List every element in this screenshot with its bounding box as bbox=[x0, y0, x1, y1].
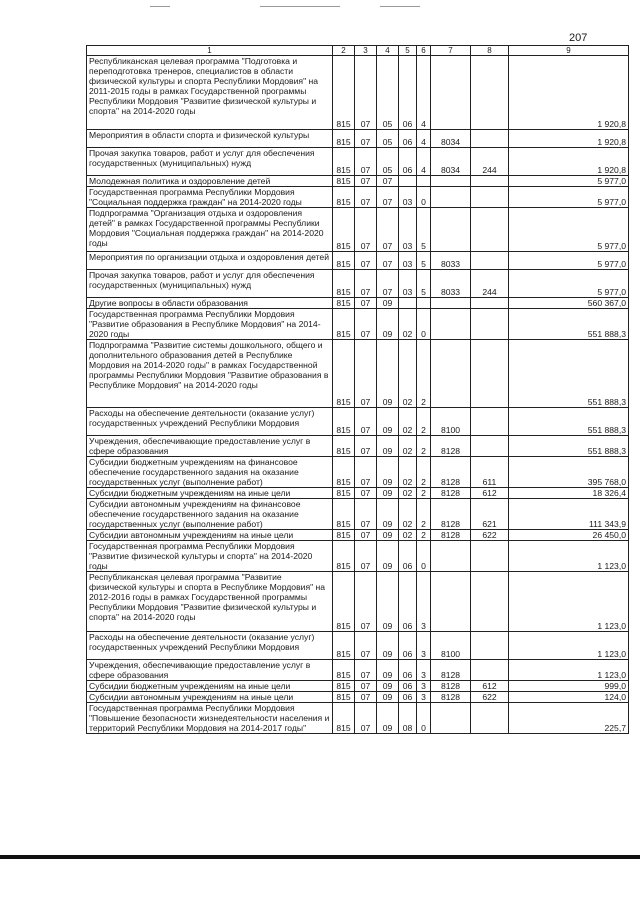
code-cell: 07 bbox=[377, 208, 399, 252]
code-cell bbox=[471, 187, 509, 208]
amount-cell: 111 343,9 bbox=[509, 499, 629, 530]
column-header: 2 bbox=[333, 46, 355, 56]
code-cell: 07 bbox=[377, 176, 399, 187]
code-cell: 09 bbox=[377, 660, 399, 681]
amount-cell: 999,0 bbox=[509, 681, 629, 692]
code-cell: 03 bbox=[399, 187, 417, 208]
code-cell: 02 bbox=[399, 340, 417, 408]
code-cell: 06 bbox=[399, 692, 417, 703]
expense-name: Мероприятия в области спорта и физической культуры bbox=[87, 130, 333, 148]
code-cell: 06 bbox=[399, 148, 417, 176]
code-cell bbox=[431, 572, 471, 632]
code-cell: 07 bbox=[377, 270, 399, 298]
code-cell bbox=[431, 309, 471, 340]
code-cell bbox=[471, 309, 509, 340]
code-cell bbox=[417, 176, 431, 187]
code-cell bbox=[431, 176, 471, 187]
code-cell bbox=[471, 541, 509, 572]
code-cell: 09 bbox=[377, 298, 399, 309]
code-cell: 07 bbox=[355, 309, 377, 340]
code-cell: 815 bbox=[333, 488, 355, 499]
code-cell: 0 bbox=[417, 309, 431, 340]
code-cell: 815 bbox=[333, 208, 355, 252]
code-cell bbox=[471, 660, 509, 681]
code-cell: 8128 bbox=[431, 499, 471, 530]
code-cell: 815 bbox=[333, 130, 355, 148]
amount-cell: 5 977,0 bbox=[509, 252, 629, 270]
code-cell: 07 bbox=[355, 499, 377, 530]
code-cell: 02 bbox=[399, 457, 417, 488]
expense-name: Субсидии бюджетным учреждениям на финансовое обеспечение государственного задания на оказание государственных услуг (выполнение работ) bbox=[87, 457, 333, 488]
scan-bottom-edge bbox=[0, 855, 640, 859]
code-cell: 07 bbox=[355, 148, 377, 176]
page-number: 207 bbox=[569, 32, 588, 44]
code-cell: 2 bbox=[417, 408, 431, 436]
code-cell: 8128 bbox=[431, 488, 471, 499]
amount-cell: 26 450,0 bbox=[509, 530, 629, 541]
code-cell: 07 bbox=[355, 56, 377, 130]
column-header: 7 bbox=[431, 46, 471, 56]
code-cell: 815 bbox=[333, 703, 355, 734]
code-cell: 07 bbox=[377, 187, 399, 208]
code-cell: 4 bbox=[417, 148, 431, 176]
code-cell: 815 bbox=[333, 148, 355, 176]
code-cell: 07 bbox=[355, 130, 377, 148]
code-cell: 815 bbox=[333, 457, 355, 488]
column-header: 6 bbox=[417, 46, 431, 56]
code-cell: 3 bbox=[417, 692, 431, 703]
code-cell bbox=[471, 176, 509, 187]
code-cell: 815 bbox=[333, 252, 355, 270]
code-cell: 09 bbox=[377, 541, 399, 572]
code-cell: 244 bbox=[471, 270, 509, 298]
column-header: 5 bbox=[399, 46, 417, 56]
code-cell bbox=[471, 340, 509, 408]
expense-name: Учреждения, обеспечивающие предоставление услуг в сфере образования bbox=[87, 436, 333, 457]
code-cell: 09 bbox=[377, 340, 399, 408]
code-cell: 815 bbox=[333, 436, 355, 457]
expense-name: Учреждения, обеспечивающие предоставление услуг в сфере образования bbox=[87, 660, 333, 681]
code-cell: 07 bbox=[355, 632, 377, 660]
code-cell: 07 bbox=[355, 252, 377, 270]
code-cell: 03 bbox=[399, 270, 417, 298]
amount-cell: 560 367,0 bbox=[509, 298, 629, 309]
table-row bbox=[87, 148, 629, 176]
code-cell: 02 bbox=[399, 530, 417, 541]
code-cell: 07 bbox=[355, 681, 377, 692]
code-cell: 8034 bbox=[431, 148, 471, 176]
code-cell: 3 bbox=[417, 660, 431, 681]
code-cell: 815 bbox=[333, 270, 355, 298]
expense-name: Подпрограмма "Развитие системы дошкольного, общего и дополнительного образования детей в Республике Мордовия на 2014-2020 годы" в рамках Государственной программы Республики Мордовия "Развитие образования в Республике Мордовия" на 2014-2020 годы bbox=[87, 340, 333, 408]
code-cell: 622 bbox=[471, 530, 509, 541]
column-header: 1 bbox=[87, 46, 333, 56]
expense-name: Государственная программа Республики Мордовия "Социальная поддержка граждан" на 2014-2020 годы bbox=[87, 187, 333, 208]
code-cell: 07 bbox=[355, 208, 377, 252]
code-cell: 8033 bbox=[431, 270, 471, 298]
code-cell: 815 bbox=[333, 692, 355, 703]
code-cell: 07 bbox=[355, 660, 377, 681]
code-cell: 07 bbox=[355, 703, 377, 734]
amount-cell: 124,0 bbox=[509, 692, 629, 703]
code-cell: 815 bbox=[333, 340, 355, 408]
code-cell: 8128 bbox=[431, 660, 471, 681]
code-cell: 815 bbox=[333, 530, 355, 541]
table-row bbox=[87, 488, 629, 499]
column-header: 8 bbox=[471, 46, 509, 56]
table-row bbox=[87, 298, 629, 309]
table-row bbox=[87, 499, 629, 530]
code-cell: 4 bbox=[417, 130, 431, 148]
table-row bbox=[87, 187, 629, 208]
code-cell: 815 bbox=[333, 408, 355, 436]
table-row bbox=[87, 703, 629, 734]
expense-name: Субсидии автономным учреждениям на иные цели bbox=[87, 530, 333, 541]
table-row bbox=[87, 309, 629, 340]
table-row bbox=[87, 408, 629, 436]
amount-cell: 1 920,8 bbox=[509, 148, 629, 176]
table-row bbox=[87, 541, 629, 572]
code-cell: 8033 bbox=[431, 252, 471, 270]
code-cell: 621 bbox=[471, 499, 509, 530]
amount-cell: 1 920,8 bbox=[509, 56, 629, 130]
code-cell: 06 bbox=[399, 681, 417, 692]
amount-cell: 395 768,0 bbox=[509, 457, 629, 488]
code-cell: 07 bbox=[355, 457, 377, 488]
code-cell: 8100 bbox=[431, 408, 471, 436]
code-cell: 07 bbox=[377, 252, 399, 270]
code-cell: 09 bbox=[377, 436, 399, 457]
expense-name: Другие вопросы в области образования bbox=[87, 298, 333, 309]
code-cell: 2 bbox=[417, 457, 431, 488]
amount-cell: 1 123,0 bbox=[509, 541, 629, 572]
expense-name: Расходы на обеспечение деятельности (оказание услуг) государственных учреждений Республики Мордовия bbox=[87, 408, 333, 436]
code-cell: 02 bbox=[399, 436, 417, 457]
table-row bbox=[87, 270, 629, 298]
amount-cell: 1 920,8 bbox=[509, 130, 629, 148]
code-cell: 06 bbox=[399, 572, 417, 632]
amount-cell: 1 123,0 bbox=[509, 572, 629, 632]
amount-cell: 551 888,3 bbox=[509, 309, 629, 340]
code-cell: 09 bbox=[377, 457, 399, 488]
code-cell: 05 bbox=[377, 56, 399, 130]
code-cell: 815 bbox=[333, 632, 355, 660]
code-cell: 06 bbox=[399, 660, 417, 681]
table-row bbox=[87, 176, 629, 187]
column-header: 3 bbox=[355, 46, 377, 56]
code-cell bbox=[471, 572, 509, 632]
code-cell: 02 bbox=[399, 408, 417, 436]
expense-name: Мероприятия по организации отдыха и оздоровления детей bbox=[87, 252, 333, 270]
code-cell: 612 bbox=[471, 488, 509, 499]
expense-name: Республиканская целевая программа "Развитие физической культуры и спорта в Республике Мордовия" на 2012-2016 годы в рамках Государственной программы Республики Мордовия "Развитие физической культуры и спорта" на 2014-2020 годы bbox=[87, 572, 333, 632]
code-cell bbox=[431, 340, 471, 408]
code-cell: 05 bbox=[377, 148, 399, 176]
code-cell: 8128 bbox=[431, 436, 471, 457]
code-cell: 09 bbox=[377, 703, 399, 734]
expense-name: Прочая закупка товаров, работ и услуг для обеспечения государственных (муниципальных) нужд bbox=[87, 148, 333, 176]
expense-name: Прочая закупка товаров, работ и услуг для обеспечения государственных (муниципальных) нужд bbox=[87, 270, 333, 298]
code-cell bbox=[471, 632, 509, 660]
code-cell: 09 bbox=[377, 572, 399, 632]
amount-cell: 551 888,3 bbox=[509, 408, 629, 436]
table-row bbox=[87, 457, 629, 488]
code-cell: 07 bbox=[355, 408, 377, 436]
code-cell: 07 bbox=[355, 176, 377, 187]
amount-cell: 551 888,3 bbox=[509, 436, 629, 457]
code-cell: 09 bbox=[377, 530, 399, 541]
code-cell: 815 bbox=[333, 660, 355, 681]
code-cell: 5 bbox=[417, 208, 431, 252]
code-cell: 815 bbox=[333, 572, 355, 632]
code-cell: 8128 bbox=[431, 681, 471, 692]
code-cell: 2 bbox=[417, 499, 431, 530]
code-cell: 0 bbox=[417, 187, 431, 208]
code-cell: 5 bbox=[417, 252, 431, 270]
column-number-row bbox=[87, 46, 629, 56]
code-cell: 09 bbox=[377, 499, 399, 530]
code-cell: 06 bbox=[399, 56, 417, 130]
code-cell: 8128 bbox=[431, 457, 471, 488]
code-cell: 8100 bbox=[431, 632, 471, 660]
code-cell bbox=[471, 298, 509, 309]
code-cell: 815 bbox=[333, 681, 355, 692]
code-cell: 07 bbox=[355, 270, 377, 298]
expense-name: Субсидии автономным учреждениям на иные цели bbox=[87, 692, 333, 703]
amount-cell: 551 888,3 bbox=[509, 340, 629, 408]
code-cell bbox=[471, 408, 509, 436]
code-cell: 02 bbox=[399, 309, 417, 340]
amount-cell: 5 977,0 bbox=[509, 176, 629, 187]
code-cell: 0 bbox=[417, 541, 431, 572]
code-cell: 07 bbox=[355, 530, 377, 541]
code-cell bbox=[471, 252, 509, 270]
scan-artifact bbox=[260, 6, 340, 7]
expense-name: Подпрограмма "Организация отдыха и оздоровления детей" в рамках Государственной программы Республики Мордовия "Социальная поддержка граждан" на 2014-2020 годы bbox=[87, 208, 333, 252]
code-cell: 3 bbox=[417, 572, 431, 632]
expense-name: Молодежная политика и оздоровление детей bbox=[87, 176, 333, 187]
code-cell: 09 bbox=[377, 309, 399, 340]
code-cell: 07 bbox=[355, 572, 377, 632]
amount-cell: 5 977,0 bbox=[509, 270, 629, 298]
code-cell: 07 bbox=[355, 541, 377, 572]
code-cell: 3 bbox=[417, 632, 431, 660]
code-cell: 02 bbox=[399, 488, 417, 499]
code-cell bbox=[471, 703, 509, 734]
code-cell bbox=[471, 436, 509, 457]
scan-artifact bbox=[150, 6, 170, 7]
table-row bbox=[87, 632, 629, 660]
code-cell: 2 bbox=[417, 436, 431, 457]
code-cell: 244 bbox=[471, 148, 509, 176]
table-row bbox=[87, 572, 629, 632]
code-cell: 815 bbox=[333, 298, 355, 309]
table-row bbox=[87, 681, 629, 692]
code-cell: 07 bbox=[355, 436, 377, 457]
code-cell bbox=[431, 703, 471, 734]
table-row bbox=[87, 208, 629, 252]
code-cell: 8034 bbox=[431, 130, 471, 148]
code-cell: 07 bbox=[355, 488, 377, 499]
code-cell: 2 bbox=[417, 488, 431, 499]
code-cell: 07 bbox=[355, 340, 377, 408]
code-cell: 815 bbox=[333, 499, 355, 530]
expense-name: Республиканская целевая программа "Подготовка и переподготовка тренеров, специалистов в области физической культуры и спорта Республики Мордовия" на 2011-2015 годы в рамках Государственной программы Республики Мордовия "Развитие физической культуры и спорта" на 2014-2020 годы bbox=[87, 56, 333, 130]
expense-name: Субсидии бюджетным учреждениям на иные цели bbox=[87, 681, 333, 692]
amount-cell: 5 977,0 bbox=[509, 187, 629, 208]
code-cell: 8128 bbox=[431, 530, 471, 541]
code-cell: 611 bbox=[471, 457, 509, 488]
amount-cell: 225,7 bbox=[509, 703, 629, 734]
code-cell: 2 bbox=[417, 340, 431, 408]
code-cell bbox=[431, 187, 471, 208]
code-cell: 05 bbox=[377, 130, 399, 148]
code-cell: 07 bbox=[355, 187, 377, 208]
code-cell bbox=[399, 176, 417, 187]
code-cell bbox=[431, 208, 471, 252]
expense-name: Государственная программа Республики Мордовия "Развитие образования в Республике Мордовия" на 2014-2020 годы bbox=[87, 309, 333, 340]
code-cell: 06 bbox=[399, 632, 417, 660]
code-cell: 06 bbox=[399, 130, 417, 148]
amount-cell: 1 123,0 bbox=[509, 632, 629, 660]
code-cell bbox=[431, 56, 471, 130]
code-cell: 612 bbox=[471, 681, 509, 692]
code-cell: 4 bbox=[417, 56, 431, 130]
column-header: 4 bbox=[377, 46, 399, 56]
table-row bbox=[87, 436, 629, 457]
code-cell: 09 bbox=[377, 681, 399, 692]
code-cell: 09 bbox=[377, 692, 399, 703]
amount-cell: 5 977,0 bbox=[509, 208, 629, 252]
code-cell: 622 bbox=[471, 692, 509, 703]
code-cell bbox=[471, 208, 509, 252]
code-cell bbox=[417, 298, 431, 309]
code-cell: 815 bbox=[333, 56, 355, 130]
code-cell bbox=[471, 130, 509, 148]
expense-name: Государственная программа Республики Мордовия "Развитие физической культуры и спорта" на 2014-2020 годы bbox=[87, 541, 333, 572]
table-row bbox=[87, 252, 629, 270]
table-row bbox=[87, 340, 629, 408]
code-cell: 5 bbox=[417, 270, 431, 298]
expense-name: Субсидии бюджетным учреждениям на иные цели bbox=[87, 488, 333, 499]
code-cell: 815 bbox=[333, 541, 355, 572]
code-cell bbox=[431, 541, 471, 572]
code-cell: 02 bbox=[399, 499, 417, 530]
expense-name: Государственная программа Республики Мордовия "Повышение безопасности жизнедеятельности населения и территорий Республики Мордовия на 2014-2017 годы" bbox=[87, 703, 333, 734]
table-row bbox=[87, 692, 629, 703]
code-cell: 03 bbox=[399, 252, 417, 270]
code-cell: 07 bbox=[355, 692, 377, 703]
code-cell: 07 bbox=[355, 298, 377, 309]
amount-cell: 18 326,4 bbox=[509, 488, 629, 499]
code-cell: 09 bbox=[377, 632, 399, 660]
code-cell bbox=[431, 298, 471, 309]
code-cell: 815 bbox=[333, 309, 355, 340]
code-cell: 8128 bbox=[431, 692, 471, 703]
budget-table bbox=[86, 45, 629, 734]
code-cell: 09 bbox=[377, 408, 399, 436]
expense-name: Расходы на обеспечение деятельности (оказание услуг) государственных учреждений Республики Мордовия bbox=[87, 632, 333, 660]
table-row bbox=[87, 56, 629, 130]
table-row bbox=[87, 530, 629, 541]
code-cell: 03 bbox=[399, 208, 417, 252]
code-cell: 2 bbox=[417, 530, 431, 541]
code-cell: 815 bbox=[333, 187, 355, 208]
code-cell bbox=[471, 56, 509, 130]
code-cell: 06 bbox=[399, 541, 417, 572]
table-row bbox=[87, 130, 629, 148]
table-body bbox=[87, 56, 629, 734]
column-header: 9 bbox=[509, 46, 629, 56]
code-cell: 09 bbox=[377, 488, 399, 499]
code-cell: 815 bbox=[333, 176, 355, 187]
table-row bbox=[87, 660, 629, 681]
code-cell: 0 bbox=[417, 703, 431, 734]
code-cell: 3 bbox=[417, 681, 431, 692]
code-cell: 08 bbox=[399, 703, 417, 734]
amount-cell: 1 123,0 bbox=[509, 660, 629, 681]
expense-name: Субсидии автономным учреждениям на финансовое обеспечение государственного задания на оказание государственных услуг (выполнение работ) bbox=[87, 499, 333, 530]
scan-artifact bbox=[380, 6, 420, 7]
code-cell bbox=[399, 298, 417, 309]
